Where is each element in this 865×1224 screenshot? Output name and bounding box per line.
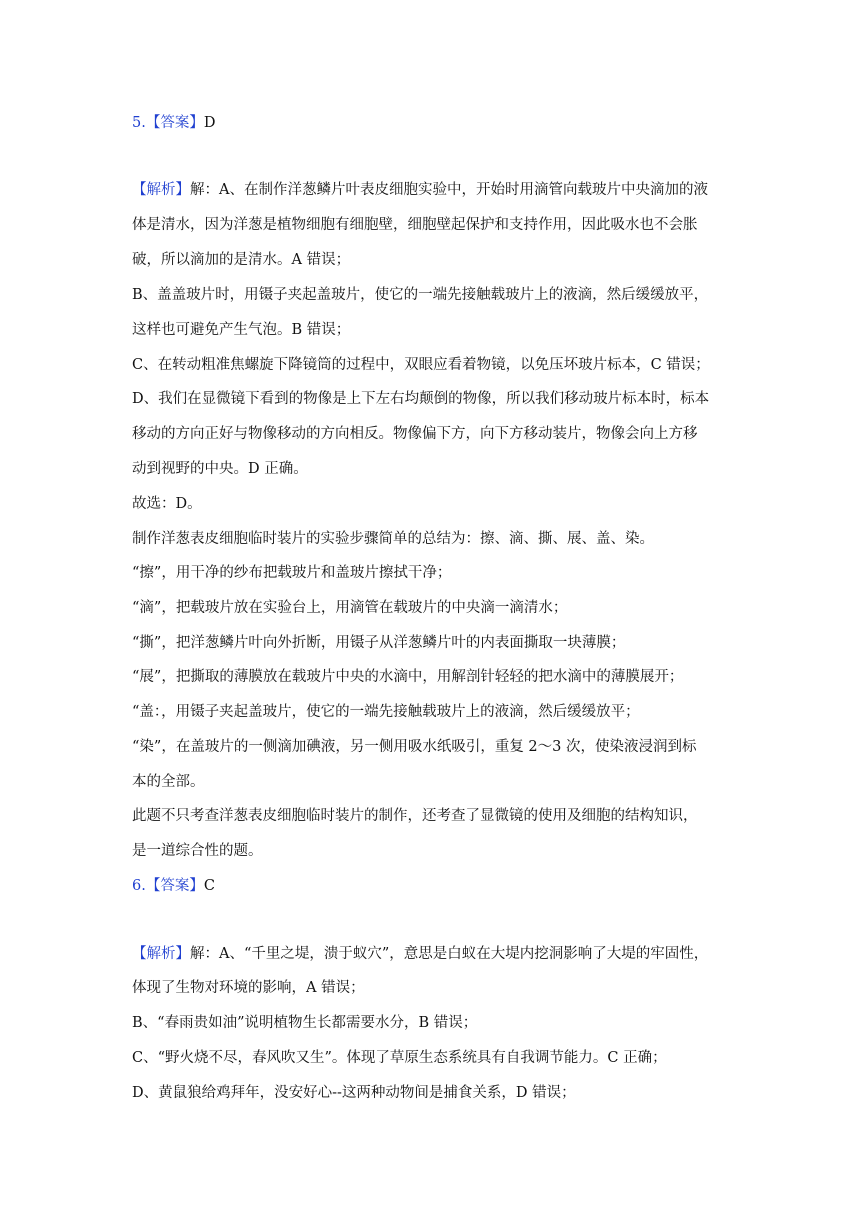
q5-answer-number: 5. (132, 115, 146, 131)
q5-analysis-line-6: D、我们在显微镜下看到的物像是上下左右均颠倒的物像，所以我们移动玻片标本时，标本 (132, 391, 710, 407)
q5-analysis-line-10: 制作洋葱表皮细胞临时装片的实验步骤简单的总结为：擦、滴、撕、展、盖、染。 (132, 531, 654, 547)
q5-analysis-line-0 (132, 180, 708, 200)
q5-analysis-line-13: “撕”，把洋葱鳞片叶向外折断，用镊子从洋葱鳞片叶的内表面撕取一块薄膜； (132, 635, 626, 651)
q6-answer-label: 【答案】 (145, 878, 204, 894)
q5-analysis-line-12: “滴”，把载玻片放在实验台上，用滴管在载玻片的中央滴一滴清水； (132, 600, 568, 616)
q6-analysis-label: 【解析】 (132, 946, 190, 962)
q6-analysis-line-2: B、“春雨贵如油”说明植物生长都需要水分，B 错误； (132, 1015, 478, 1031)
q5-analysis-line-5: C、在转动粗准焦螺旋下降镜筒的过程中，双眼应看着物镜，以免压坏玻片标本，C 错误； (132, 357, 710, 373)
q6-answer-line (132, 876, 215, 896)
q5-analysis-label: 【解析】 (132, 182, 190, 198)
q5-analysis-line-14: “展”，把撕取的薄膜放在载玻片中央的水滴中，用解剖针轻轻的把水滴中的薄膜展开； (132, 669, 684, 685)
q5-analysis-line-11: “擦”，用干净的纱布把载玻片和盖玻片擦拭干净； (132, 565, 452, 581)
q5-answer-label: 【答案】 (145, 115, 204, 131)
q5-analysis-line-2: 破，所以滴加的是清水。A 错误； (132, 252, 351, 268)
q5-analysis-text: 解：A、在制作洋葱鳞片叶表皮细胞实验中，开始时用滴管向载玻片中央滴加的液 (190, 182, 708, 198)
q6-analysis-line-0 (132, 944, 708, 964)
q6-answer-value: C (203, 878, 215, 894)
q5-answer-line (132, 113, 215, 133)
q5-analysis-line-4: 这样也可避免产生气泡。B 错误； (132, 322, 351, 338)
q5-analysis-line-15: “盖：，用镊子夹起盖玻片，使它的一端先接触载玻片上的液滴，然后缓缓放平； (132, 704, 640, 720)
q6-analysis-line-3: C、“野火烧不尽，春风吹又生”。体现了草原生态系统具有自我调节能力。C 正确； (132, 1050, 667, 1066)
q5-analysis-line-16: “染”，在盖玻片的一侧滴加碘液，另一侧用吸水纸吸引，重复 2～3 次，使染液浸润到标 (132, 739, 697, 755)
q5-analysis-line-1: 体是清水，因为洋葱是植物细胞有细胞壁，细胞壁起保护和支持作用，因此吸水也不会胀 (132, 217, 698, 233)
q5-analysis-line-7: 移动的方向正好与物像移动的方向相反。物像偏下方，向下方移动装片，物像会向上方移 (132, 426, 698, 442)
q6-analysis-text: 解：A、“千里之堤，溃于蚁穴”，意思是白蚁在大堤内挖洞影响了大堤的牢固性， (190, 946, 709, 962)
q6-analysis-line-4: D、黄鼠狼给鸡拜年，没安好心--这两种动物间是捕食关系，D 错误； (132, 1085, 576, 1101)
q6-analysis-line-1: 体现了生物对环境的影响，A 错误； (132, 980, 365, 996)
q5-answer-value: D (203, 115, 216, 131)
q5-analysis-line-9: 故选：D。 (132, 496, 202, 512)
q5-analysis-line-18: 此题不只考查洋葱表皮细胞临时装片的制作，还考查了显微镜的使用及细胞的结构知识， (132, 808, 698, 824)
q5-analysis-line-3: B、盖盖玻片时，用镊子夹起盖玻片，使它的一端先接触载玻片上的液滴，然后缓缓放平， (132, 287, 709, 303)
q5-analysis-line-8: 动到视野的中央。D 正确。 (132, 461, 308, 477)
q5-analysis-line-19: 是一道综合性的题。 (132, 843, 263, 859)
q5-analysis-line-17: 本的全部。 (132, 774, 205, 790)
q6-answer-number: 6. (132, 878, 146, 894)
